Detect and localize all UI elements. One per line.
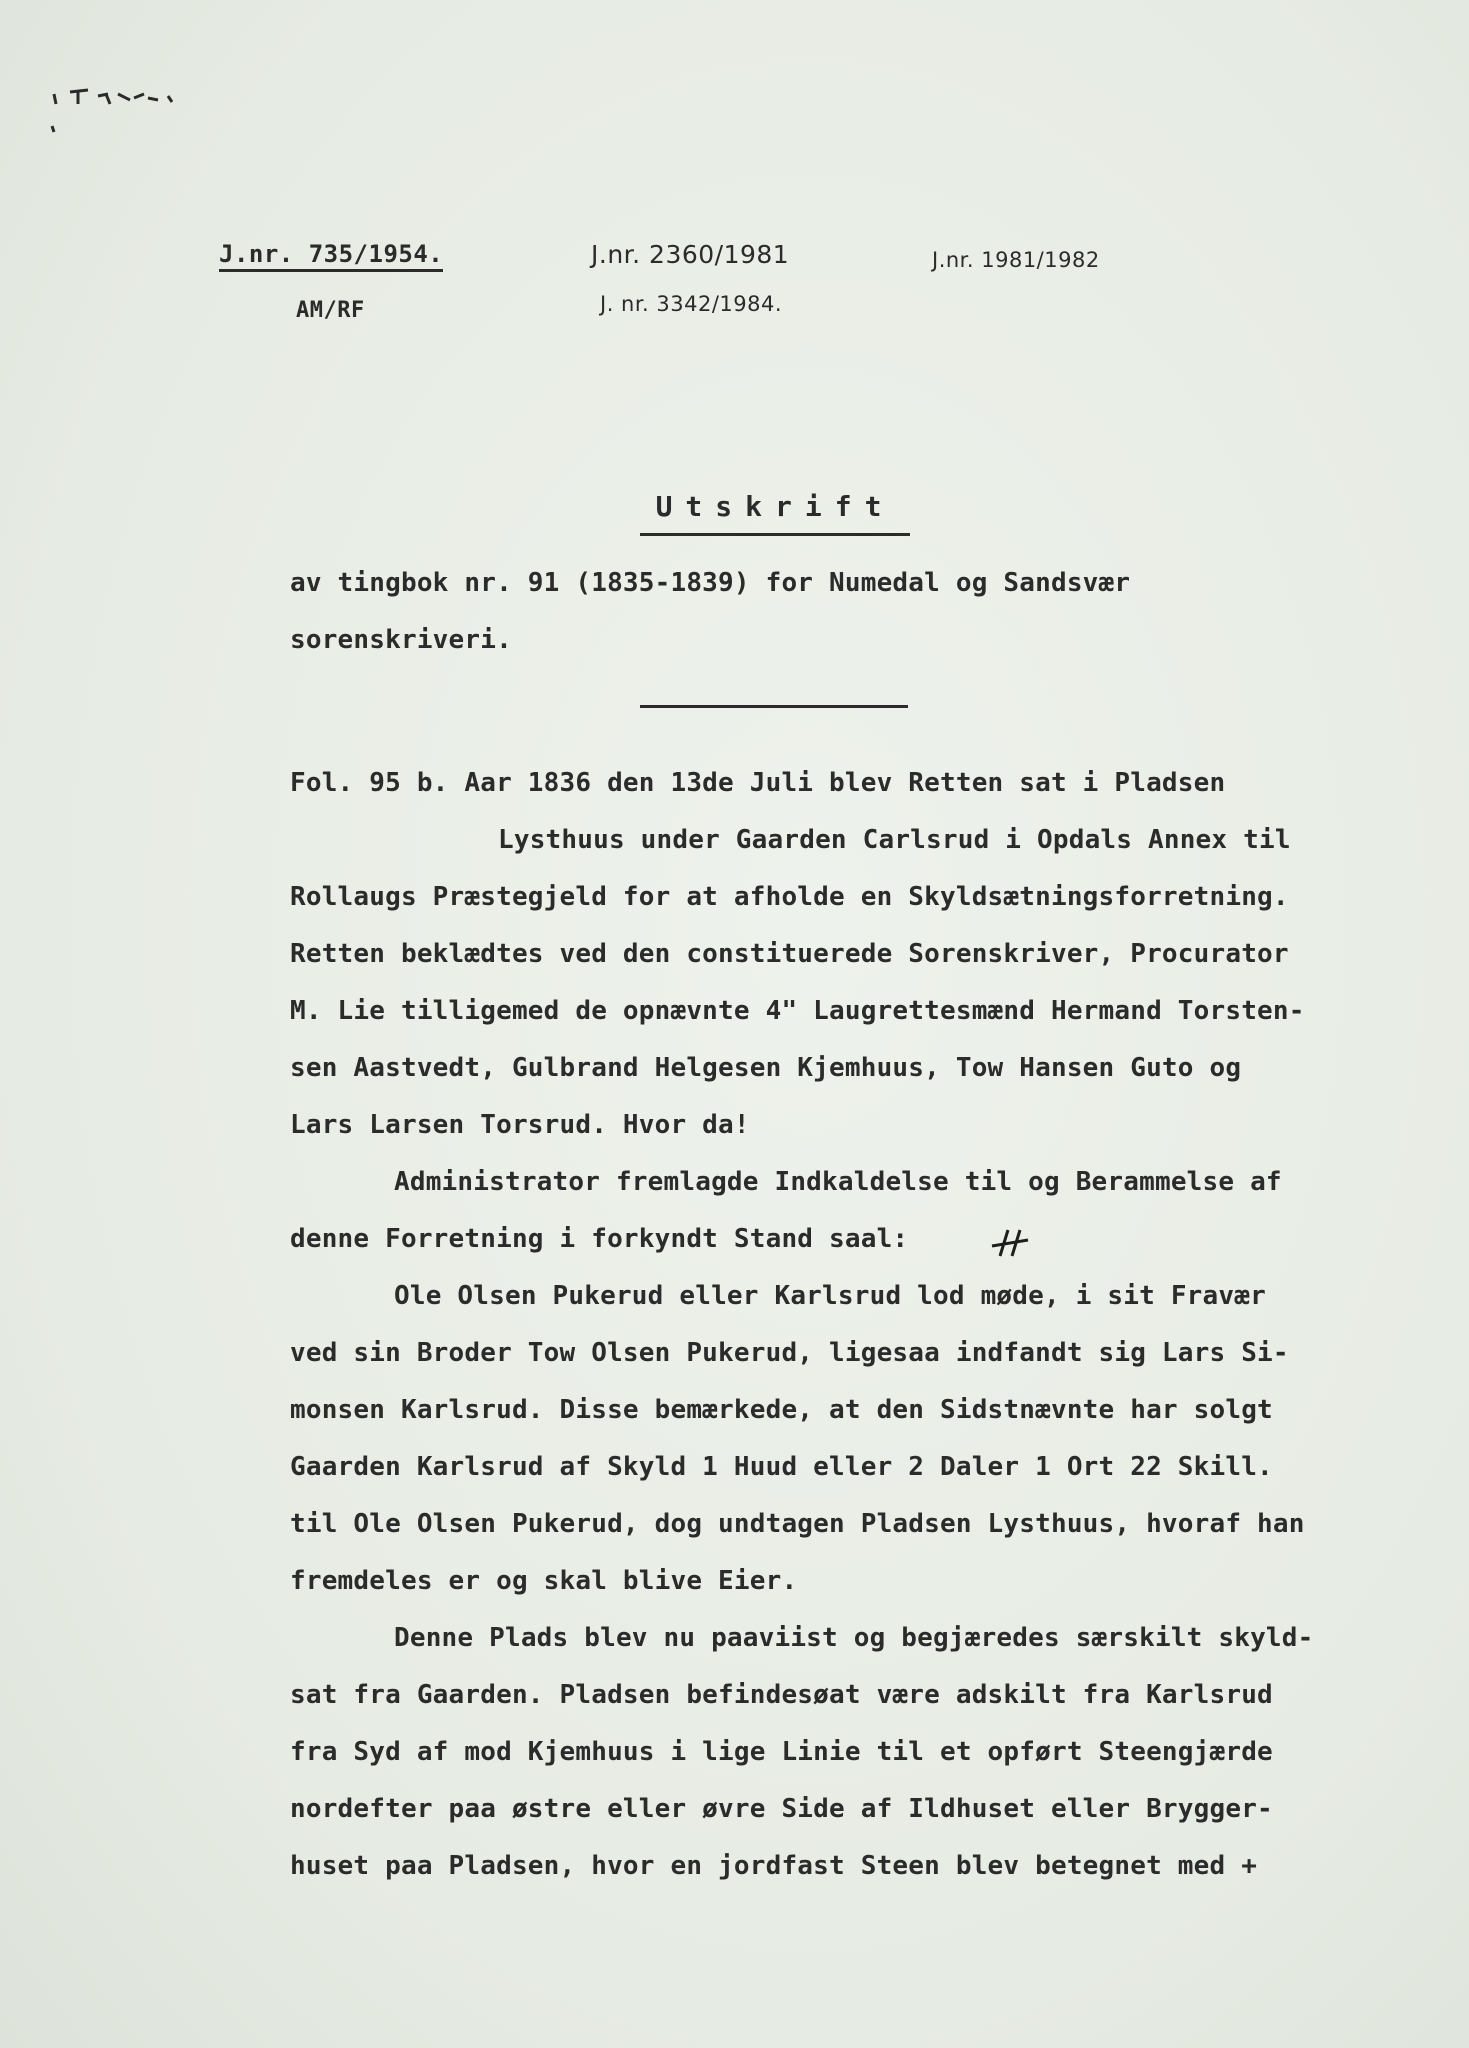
body-line: Ole Olsen Pukerud eller Karlsrud lod møde, i sit Fravær [394,1281,1266,1311]
body-line: nordefter paa østre eller øvre Side af Ildhuset eller Brygger- [290,1794,1273,1824]
body-line: huset paa Pladsen, hvor en jordfast Steen blev betegnet med + [290,1851,1258,1881]
journal-number-second: J.nr. 2360/1981 [591,240,790,269]
body-line: ved sin Broder Tow Olsen Pukerud, ligesaa indfandt sig Lars Si- [290,1338,1289,1368]
body-line: Lysthuus under Gaarden Carlsrud i Opdals Annex til [498,825,1291,855]
corner-ink-mark [48,86,188,146]
body-line: fra Syd af mod Kjemhuus i lige Linie til et opført Steengjærde [290,1737,1273,1767]
body-line: til Ole Olsen Pukerud, dog undtagen Pladsen Lysthuus, hvoraf han [290,1509,1305,1539]
body-line: sen Aastvedt, Gulbrand Helgesen Kjemhuus, Tow Hansen Guto og [290,1053,1242,1083]
handwritten-mark [990,1228,1030,1258]
body-line: Gaarden Karlsrud af Skyld 1 Huud eller 2 Daler 1 Ort 22 Skill. [290,1452,1273,1482]
journal-number-primary: J.nr. 735/1954. [219,240,443,272]
body-line: monsen Karlsrud. Disse bemærkede, at den Sidstnævnte har solgt [290,1395,1273,1425]
body-line: Fol. 95 b. Aar 1836 den 13de Juli blev Retten sat i Pladsen [290,768,1226,798]
body-line: Denne Plads blev nu paaviist og begjæredes særskilt skyld- [394,1623,1314,1653]
document-title: Utskrift [640,490,910,536]
journal-number-third: J. nr. 3342/1984. [600,292,783,316]
body-line: sat fra Gaarden. Pladsen befindesøat være adskilt fra Karlsrud [290,1680,1273,1710]
subtitle-line: av tingbok nr. 91 (1835-1839) for Numedal og Sandsvær [290,568,1131,598]
body-line: Retten beklædtes ved den constituerede Sorenskriver, Procurator [290,939,1289,969]
body-line: M. Lie tilligemed de opnævnte 4" Laugrettesmænd Hermand Torsten- [290,996,1305,1026]
subtitle-line: sorenskriveri. [290,625,512,655]
body-line: fremdeles er og skal blive Eier. [290,1566,798,1596]
section-divider [640,705,908,708]
body-line: Rollaugs Præstegjeld for at afholde en Skyldsætningsforretning. [290,882,1289,912]
journal-number-fourth: J.nr. 1981/1982 [932,248,1100,272]
body-line: Lars Larsen Torsrud. Hvor da! [290,1110,750,1140]
body-line: denne Forretning i forkyndt Stand saal: [290,1224,909,1254]
initials: AM/RF [296,298,365,323]
body-line: Administrator fremlagde Indkaldelse til og Berammelse af [394,1167,1282,1197]
